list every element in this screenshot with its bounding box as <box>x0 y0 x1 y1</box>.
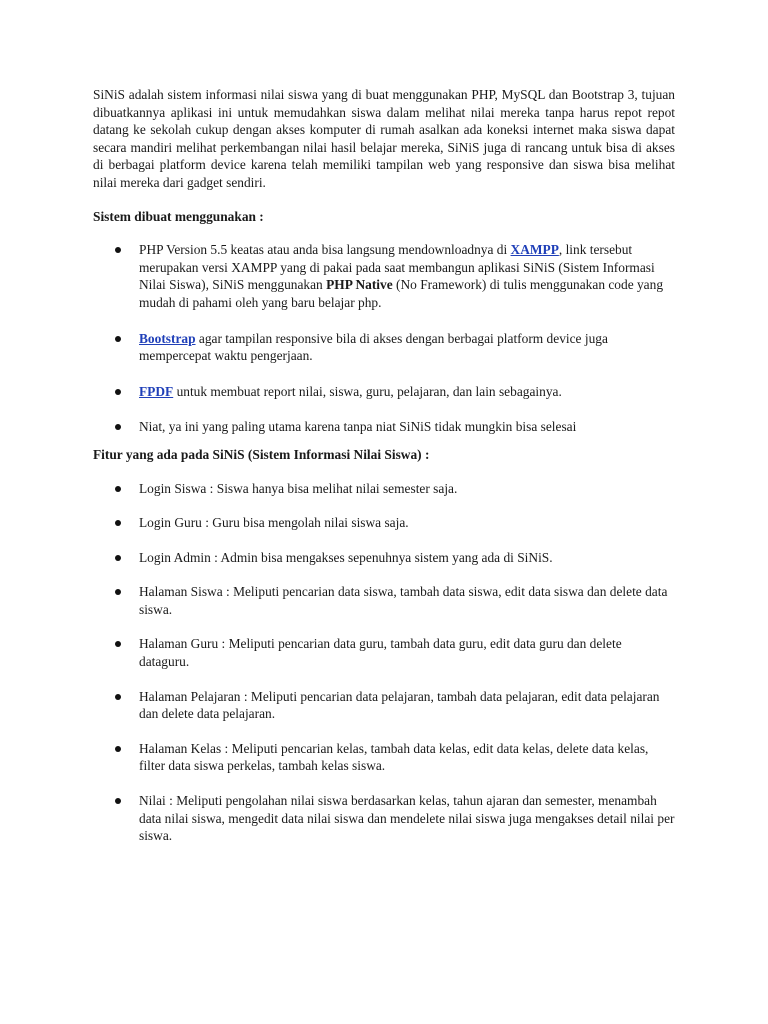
tools-list <box>93 241 675 436</box>
feature-text: Halaman Guru : Meliputi pencarian data guru, tambah data guru, edit data guru dan delete dataguru. <box>139 636 622 670</box>
tool-text: untuk membuat report nilai, siswa, guru, pelajaran, dan lain sebagainya. <box>173 383 562 399</box>
list-item <box>93 418 675 436</box>
list-item <box>93 792 675 845</box>
bullet-icon <box>115 746 121 752</box>
list-item <box>93 241 675 311</box>
bullet-icon <box>115 589 121 595</box>
bullet-icon <box>115 641 121 647</box>
list-item <box>93 330 675 365</box>
tool-text: , link tersebut merupakan versi XAMPP yang di pakai pada saat membangun aplikasi SiNiS (Sistem Informasi Nilai Siswa), SiNiS menggunakan <box>139 242 655 293</box>
feature-text: Nilai : Meliputi pengolahan nilai siswa berdasarkan kelas, tahun ajaran dan semester, menambah data nilai siswa, mengedit data nilai siswa dan mendelete nilai siswa juga mengakses detail nilai per siswa. <box>139 793 675 844</box>
list-item <box>93 480 675 498</box>
fpdf-link[interactable]: FPDF <box>139 383 174 399</box>
tool-text: Niat, ya ini yang paling utama karena tanpa niat SiNiS tidak mungkin bisa selesai <box>139 419 577 435</box>
feature-text: Login Admin : Admin bisa mengakses sepenuhnya sistem yang ada di SiNiS. <box>139 549 553 565</box>
feature-text: Halaman Siswa : Meliputi pencarian data siswa, tambah data siswa, edit data siswa dan delete data siswa. <box>139 584 668 617</box>
bullet-icon <box>115 486 121 492</box>
list-item <box>93 549 675 567</box>
bullet-icon <box>115 247 121 253</box>
features-list <box>93 480 675 845</box>
list-item <box>93 514 675 532</box>
xampp-link[interactable]: XAMPP <box>510 242 559 258</box>
list-item <box>93 635 675 670</box>
bullet-icon <box>115 694 121 700</box>
bullet-icon <box>115 555 121 561</box>
tools-heading: Sistem dibuat menggunakan : <box>93 208 264 224</box>
document-page <box>93 86 675 845</box>
feature-text: Halaman Pelajaran : Meliputi pencarian data pelajaran, tambah data pelajaran, edit data pelajaran dan delete data pelajaran. <box>139 688 660 722</box>
bullet-icon <box>115 424 121 430</box>
list-item <box>93 740 675 775</box>
tool-text: PHP Version 5.5 keatas atau anda bisa langsung mendownloadnya di <box>139 242 511 258</box>
tool-text: agar tampilan responsive bila di akses dengan berbagai platform device juga mempercepat waktu pengerjaan. <box>139 330 608 364</box>
list-item <box>93 688 675 723</box>
feature-text: Login Siswa : Siswa hanya bisa melihat nilai semester saja. <box>139 480 458 496</box>
bullet-icon <box>115 520 121 526</box>
bullet-icon <box>115 798 121 804</box>
list-item <box>93 383 675 401</box>
php-native-text: PHP Native <box>326 277 393 293</box>
feature-text: Login Guru : Guru bisa mengolah nilai siswa saja. <box>139 515 409 531</box>
intro-paragraph: SiNiS adalah sistem informasi nilai siswa yang di buat menggunakan PHP, MySQL dan Bootstrap 3, tujuan dibuatkannya aplikasi ini untuk memudahkan siswa dalam melihat nilai mereka tanpa harus repot repot datang ke sekolah cukup dengan akses komputer di rumah asalkan ada koneksi internet maka siswa dapat secara mandiri melihat perkembangan nilai hasil belajar mereka, SiNiS juga di rancang untuk bisa di akses di berbagai platform device karena telah memiliki tampilan web yang responsive dan siswa bisa melihat nilai mereka dari gadget sendiri. <box>93 87 675 190</box>
tool-text: (No Framework) di tulis menggunakan code yang mudah di pahami oleh yang baru belajar php. <box>139 277 664 310</box>
list-item <box>93 583 675 618</box>
bullet-icon <box>115 336 121 342</box>
bootstrap-link[interactable]: Bootstrap <box>139 330 196 346</box>
bullet-icon <box>115 389 121 395</box>
feature-text: Halaman Kelas : Meliputi pencarian kelas, tambah data kelas, edit data kelas, delete data kelas, filter data siswa perkelas, tambah kelas siswa. <box>139 740 649 774</box>
features-heading: Fitur yang ada pada SiNiS (Sistem Informasi Nilai Siswa) : <box>93 446 430 462</box>
